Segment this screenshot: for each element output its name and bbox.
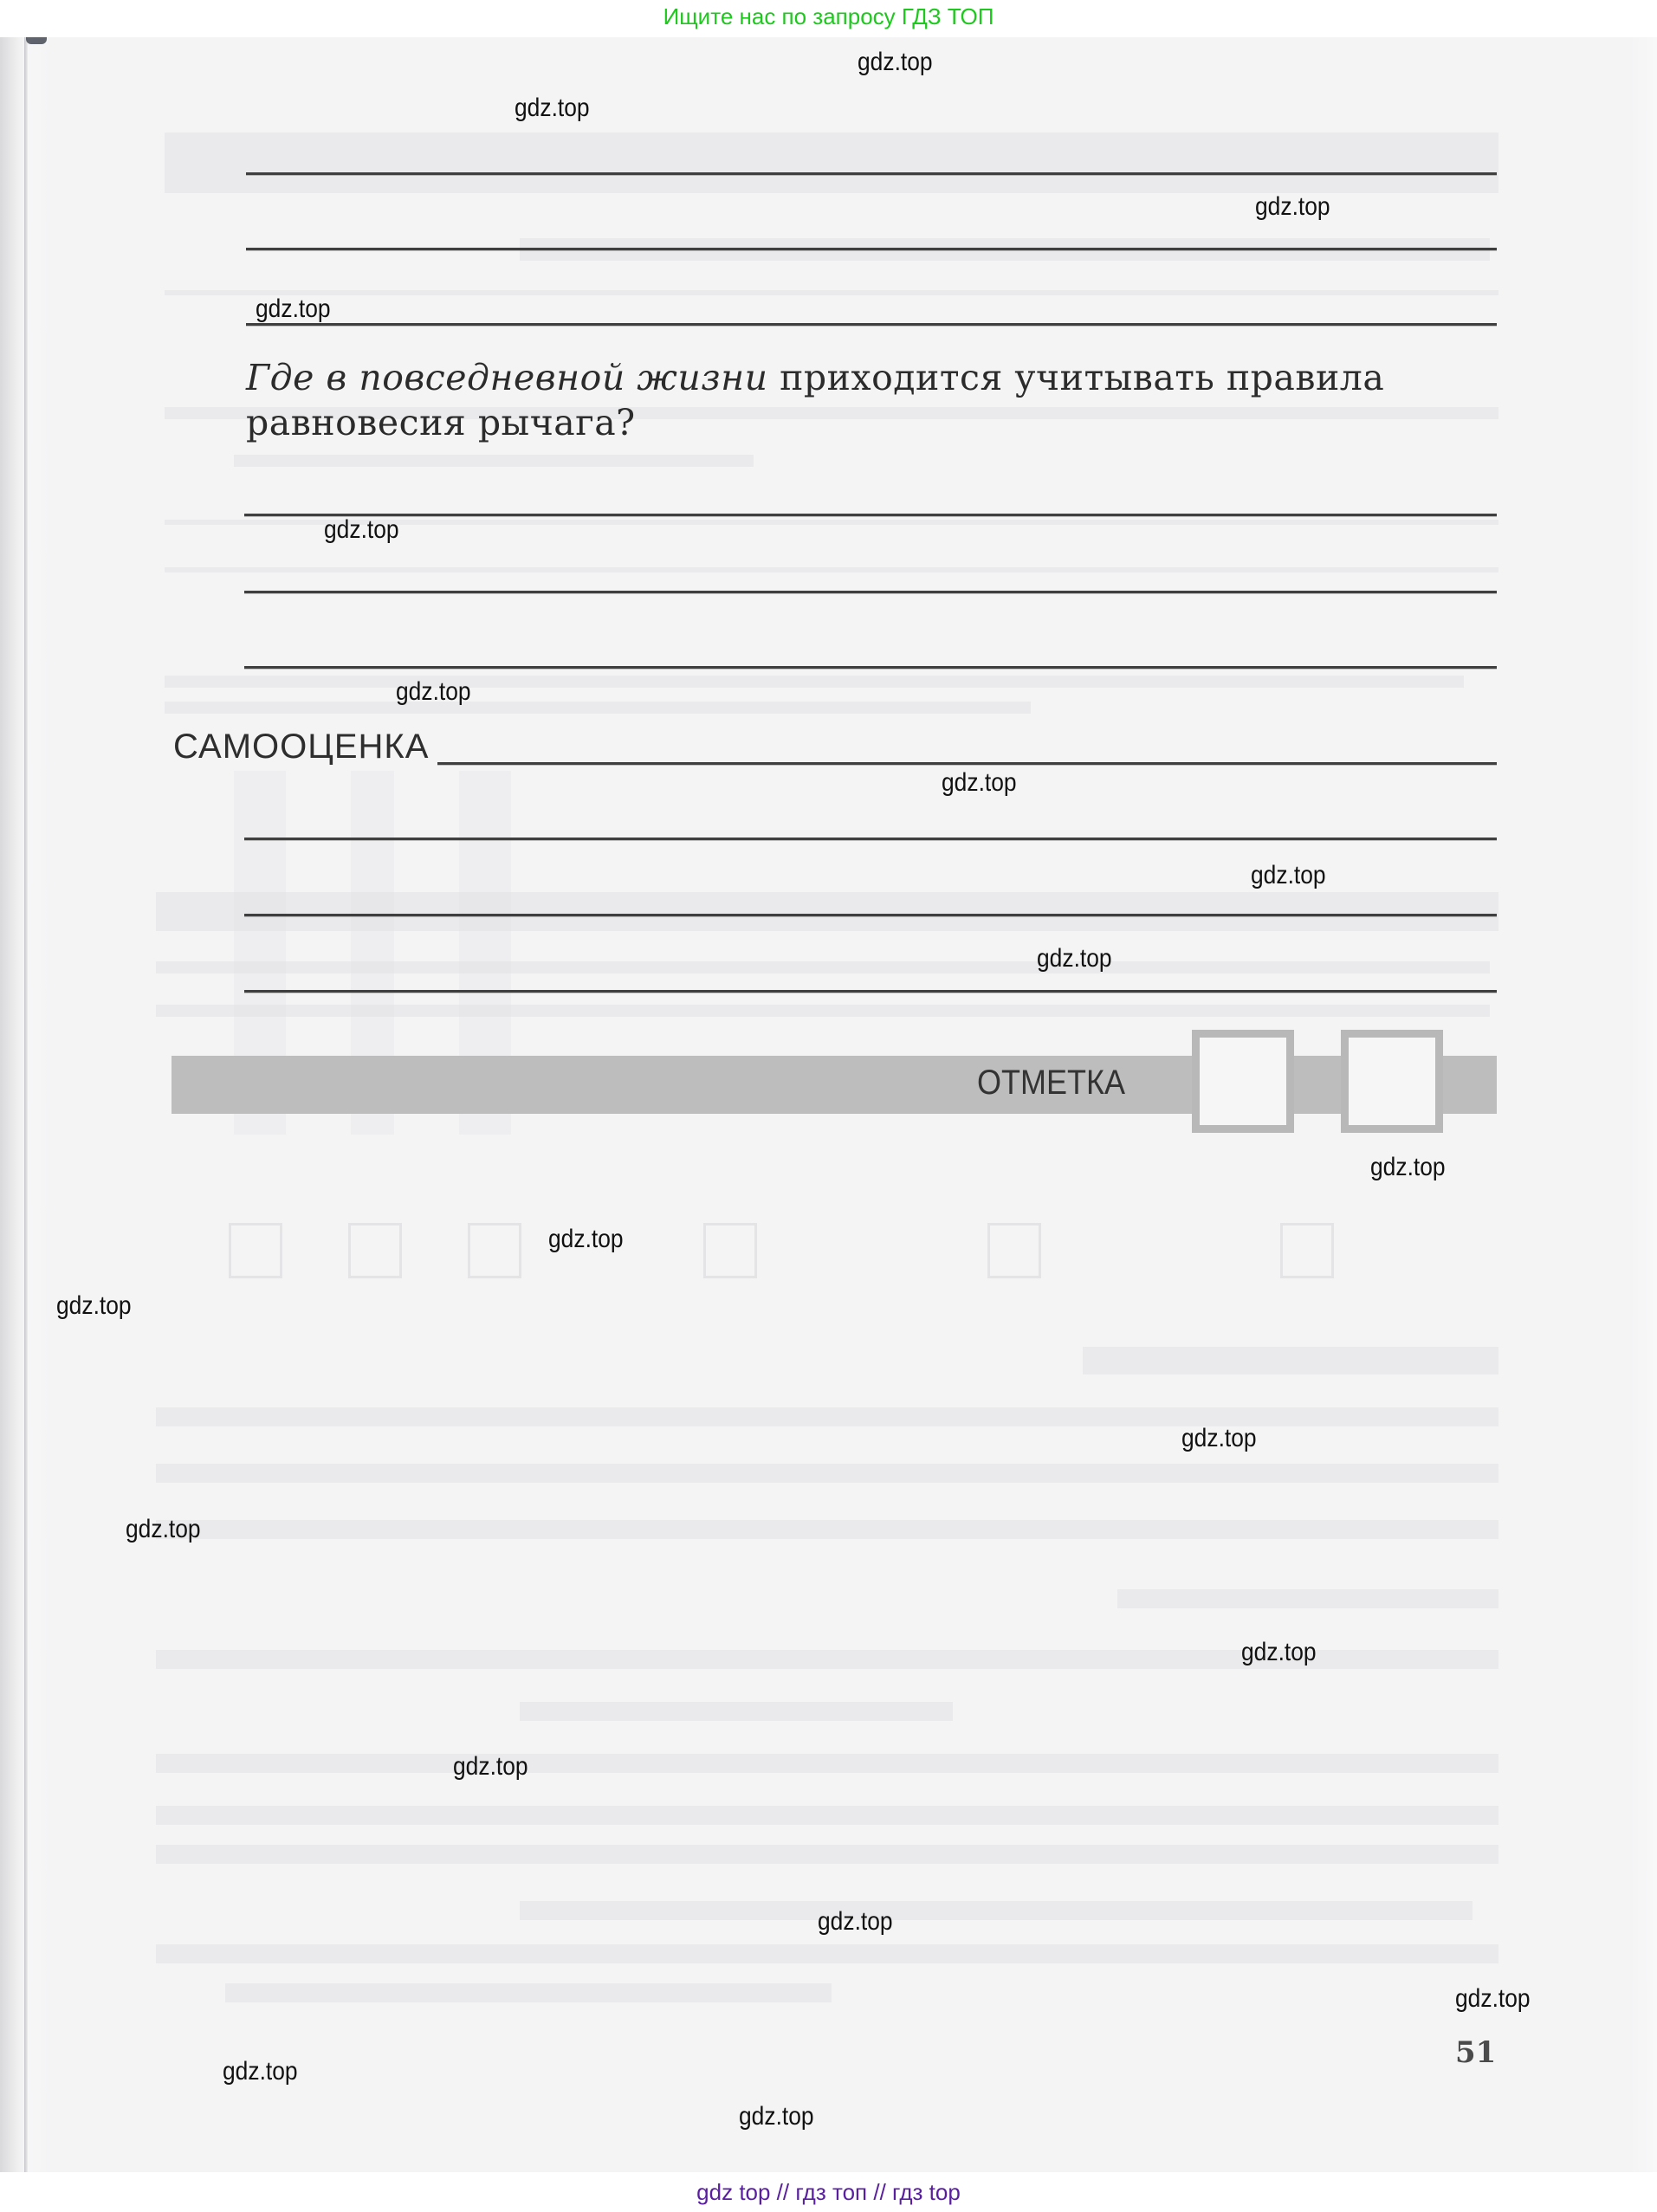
answer-line[interactable] (244, 514, 1497, 516)
answer-line[interactable] (244, 838, 1497, 840)
self-assessment-label: САМООЦЕНКА (173, 728, 430, 766)
watermark: gdz.top (453, 1752, 528, 1781)
watermark: gdz.top (1251, 861, 1326, 889)
watermark: gdz.top (396, 677, 471, 706)
page-fold-shadow (24, 37, 28, 2172)
watermark: gdz.top (126, 1515, 201, 1543)
watermark: gdz.top (56, 1291, 132, 1320)
grade-label: ОТМЕТКА (977, 1064, 1125, 1102)
answer-line[interactable] (244, 591, 1497, 593)
self-assessment-line[interactable] (437, 762, 1497, 765)
answer-line[interactable] (246, 323, 1497, 326)
footer-text[interactable]: gdz top // гдз топ // гдз top (696, 2179, 961, 2205)
page-number: 51 (1455, 2035, 1497, 2070)
grade-box-2[interactable] (1341, 1030, 1443, 1133)
watermark: gdz.top (858, 48, 933, 76)
watermark: gdz.top (256, 294, 331, 323)
watermark: gdz.top (1255, 192, 1330, 221)
watermark: gdz.top (1241, 1638, 1317, 1666)
grade-box-1[interactable] (1192, 1030, 1294, 1133)
watermark: gdz.top (818, 1907, 893, 1936)
answer-line[interactable] (244, 990, 1497, 993)
answer-line[interactable] (246, 172, 1497, 175)
grade-bar (172, 1056, 1497, 1114)
watermark: gdz.top (1455, 1984, 1531, 2013)
watermark: gdz.top (739, 2102, 814, 2131)
answer-line[interactable] (244, 914, 1497, 916)
question-italic: Где в повседневной жизни (246, 357, 768, 398)
watermark: gdz.top (1181, 1424, 1257, 1452)
footer-banner (0, 2172, 1657, 2212)
watermark: gdz.top (1037, 944, 1112, 973)
watermark: gdz.top (1370, 1153, 1446, 1181)
question-regular: приходится учитывать правила равновесия рычага? (246, 357, 1385, 443)
page-corner-mark (26, 37, 47, 44)
watermark: gdz.top (324, 515, 399, 544)
answer-line[interactable] (244, 666, 1497, 669)
top-banner-text: Ищите нас по запросу ГДЗ ТОП (663, 3, 994, 29)
watermark: gdz.top (223, 2057, 298, 2086)
watermark: gdz.top (548, 1225, 624, 1253)
watermark: gdz.top (515, 94, 590, 122)
top-banner (0, 0, 1657, 37)
answer-line[interactable] (246, 248, 1497, 250)
watermark: gdz.top (942, 768, 1017, 797)
question-text (246, 355, 1511, 445)
